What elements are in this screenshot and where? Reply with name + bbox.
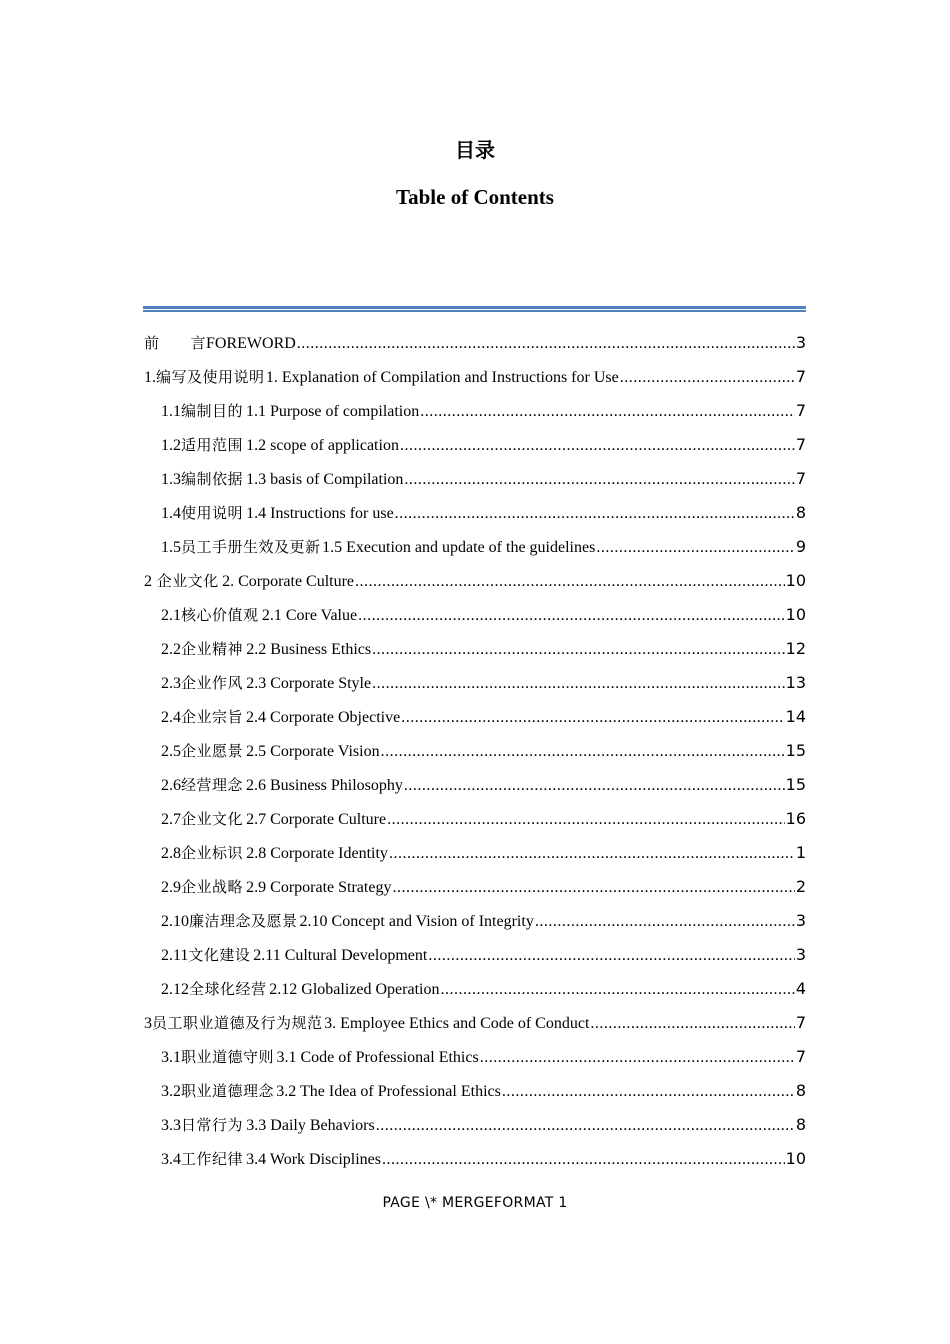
divider-rule <box>143 306 806 312</box>
toc-entry-chinese-title: 职业道德理念 <box>181 1082 275 1100</box>
toc-entry-number: 2.8 <box>161 845 181 862</box>
toc-entry-number: 3.4 <box>161 1151 181 1168</box>
toc-dot-leader <box>401 701 784 735</box>
toc-entry-number: 3.2 <box>161 1083 181 1100</box>
toc-entry[interactable] <box>144 734 806 768</box>
toc-dot-leader <box>355 565 785 599</box>
toc-entry[interactable] <box>144 768 806 802</box>
toc-entry-chinese-title: 企业文化 <box>181 810 244 828</box>
toc-entry-chinese-title: 工作纪律 <box>181 1150 244 1168</box>
toc-entry-english-title: 1.5 Execution and update of the guidelines <box>322 539 596 556</box>
toc-dot-leader <box>376 1109 795 1143</box>
toc-entry-english-title: FOREWORD <box>206 335 296 352</box>
toc-entry-page-number: 7 <box>795 367 806 386</box>
toc-entry-page-number: 3 <box>795 333 806 352</box>
toc-entry-number: 1.2 <box>161 437 181 454</box>
table-of-contents <box>144 326 806 1176</box>
toc-entry-chinese-title: 编制依据 <box>181 470 244 488</box>
toc-dot-leader <box>440 973 794 1007</box>
toc-entry[interactable] <box>144 394 806 428</box>
toc-entry-page-number: 3 <box>795 945 806 964</box>
toc-entry-chinese-title: 职业道德守则 <box>181 1048 275 1066</box>
toc-entry-chinese-title: 廉洁理念及愿景 <box>189 912 298 930</box>
toc-entry-page-number: 13 <box>785 673 806 692</box>
toc-dot-leader <box>404 463 794 497</box>
toc-entry-chinese-title: 全球化经营 <box>189 980 267 998</box>
toc-entry-chinese-title: 员工手册生效及更新 <box>181 538 321 556</box>
toc-dot-leader <box>381 735 785 769</box>
toc-entry-page-number: 15 <box>785 775 806 794</box>
toc-entry[interactable] <box>144 1074 806 1108</box>
toc-dot-leader <box>480 1041 795 1075</box>
toc-entry-chinese-title: 企业愿景 <box>181 742 244 760</box>
toc-entry[interactable] <box>144 326 806 360</box>
toc-entry-english-title: 3.3 Daily Behaviors <box>246 1117 375 1134</box>
toc-entry-english-title: 3.1 Code of Professional Ethics <box>276 1049 479 1066</box>
toc-entry-chinese-title: 适用范围 <box>181 436 244 454</box>
toc-entry-english-title: 1.3 basis of Compilation <box>246 471 404 488</box>
toc-entry[interactable] <box>144 870 806 904</box>
toc-entry-page-number: 1 <box>795 843 806 862</box>
toc-title-chinese: 目录 <box>455 138 495 162</box>
toc-entry-chinese-title: 经营理念 <box>181 776 244 794</box>
toc-dot-leader <box>387 803 785 837</box>
toc-entry-page-number: 10 <box>785 605 806 624</box>
toc-dot-leader <box>502 1075 795 1109</box>
toc-entry[interactable] <box>144 598 806 632</box>
toc-entry-number: 3.3 <box>161 1117 181 1134</box>
toc-entry-english-title: 1.2 scope of application <box>246 437 399 454</box>
toc-entry-english-title: 2.1 Core Value <box>261 607 358 624</box>
toc-entry[interactable] <box>144 1142 806 1176</box>
toc-entry[interactable] <box>144 836 806 870</box>
toc-dot-leader <box>392 871 794 905</box>
toc-entry-page-number: 2 <box>795 877 806 896</box>
toc-entry[interactable] <box>144 496 806 530</box>
toc-dot-leader <box>400 429 795 463</box>
toc-dot-leader <box>395 497 795 531</box>
toc-entry-page-number: 7 <box>795 1013 806 1032</box>
toc-dot-leader <box>590 1007 794 1041</box>
toc-entry[interactable] <box>144 1108 806 1142</box>
toc-entry[interactable] <box>144 1040 806 1074</box>
toc-entry-english-title: 1.4 Instructions for use <box>246 505 394 522</box>
toc-entry-english-title: 1.1 Purpose of compilation <box>245 403 420 420</box>
toc-dot-leader <box>372 667 785 701</box>
toc-entry-number: 2.9 <box>161 879 181 896</box>
toc-entry-page-number: 15 <box>785 741 806 760</box>
toc-entry-chinese-title: 企业宗旨 <box>181 708 244 726</box>
toc-entry-chinese-title: 企业标识 <box>181 844 244 862</box>
toc-dot-leader <box>382 1143 785 1177</box>
toc-entry-page-number: 14 <box>785 707 806 726</box>
toc-dot-leader <box>389 837 795 871</box>
toc-dot-leader <box>372 633 785 667</box>
toc-entry[interactable] <box>144 462 806 496</box>
toc-entry-english-title: 1. Explanation of Compilation and Instructions for Use <box>265 369 619 386</box>
toc-entry-page-number: 7 <box>795 469 806 488</box>
toc-entry-page-number: 8 <box>795 1115 806 1134</box>
toc-entry-chinese-title: 企业文化 <box>156 572 219 590</box>
toc-entry-number: 2.2 <box>161 641 181 658</box>
toc-entry-chinese-title: 企业作风 <box>181 674 244 692</box>
toc-entry-number: 前 言 <box>144 334 207 352</box>
toc-entry-page-number: 12 <box>785 639 806 658</box>
toc-entry-number: 2.10 <box>161 913 189 930</box>
toc-entry-page-number: 10 <box>785 1149 806 1168</box>
toc-entry[interactable] <box>144 360 806 394</box>
toc-entry-chinese-title: 员工职业道德及行为规范 <box>152 1014 323 1032</box>
toc-entry-english-title: 2.12 Globalized Operation <box>269 981 440 998</box>
toc-entry-number: 1.5 <box>161 539 181 556</box>
toc-dot-leader <box>420 395 795 429</box>
toc-entry-number: 2 <box>144 573 152 590</box>
toc-entry[interactable] <box>144 1006 806 1040</box>
toc-entry-english-title: 2.6 Business Philosophy <box>245 777 403 794</box>
toc-entry-page-number: 7 <box>795 1047 806 1066</box>
toc-entry[interactable] <box>144 972 806 1006</box>
toc-entry-page-number: 7 <box>795 435 806 454</box>
toc-entry-number: 3.1 <box>161 1049 181 1066</box>
toc-entry-page-number: 4 <box>795 979 806 998</box>
toc-entry-chinese-title: 文化建设 <box>188 946 251 964</box>
toc-dot-leader <box>620 361 795 395</box>
toc-entry-english-title: 2.2 Business Ethics <box>246 641 372 658</box>
toc-entry-page-number: 8 <box>795 1081 806 1100</box>
toc-entry[interactable] <box>144 632 806 666</box>
toc-entry-number: 1.4 <box>161 505 181 522</box>
toc-entry-number: 1. <box>144 369 156 386</box>
toc-entry-english-title: 2.5 Corporate Vision <box>246 743 380 760</box>
toc-entry-number: 2.6 <box>161 777 181 794</box>
toc-entry-page-number: 3 <box>795 911 806 930</box>
toc-dot-leader <box>404 769 785 803</box>
toc-entry-chinese-title: 企业精神 <box>181 640 244 658</box>
toc-entry-english-title: 2.8 Corporate Identity <box>246 845 388 862</box>
toc-entry-number: 1.3 <box>161 471 181 488</box>
toc-entry-chinese-title: 使用说明 <box>181 504 244 522</box>
toc-entry-page-number: 16 <box>785 809 806 828</box>
toc-entry-english-title: 3. Employee Ethics and Code of Conduct <box>324 1015 590 1032</box>
toc-entry[interactable] <box>144 428 806 462</box>
toc-entry-chinese-title: 核心价值观 <box>181 606 259 624</box>
toc-title-english: Table of Contents <box>396 185 554 209</box>
toc-entry[interactable] <box>144 700 806 734</box>
toc-entry-page-number: 7 <box>795 401 806 420</box>
toc-entry[interactable] <box>144 904 806 938</box>
toc-entry-english-title: 2. Corporate Culture <box>222 573 355 590</box>
toc-entry-page-number: 8 <box>795 503 806 522</box>
toc-entry-english-title: 2.4 Corporate Objective <box>246 709 401 726</box>
toc-dot-leader <box>428 939 794 973</box>
toc-entry-english-title: 3.4 Work Disciplines <box>246 1151 382 1168</box>
toc-entry-number: 2.7 <box>161 811 181 828</box>
toc-entry-page-number: 10 <box>785 571 807 590</box>
toc-dot-leader <box>535 905 795 939</box>
toc-entry[interactable] <box>144 530 806 564</box>
toc-entry[interactable] <box>144 802 806 836</box>
toc-entry-page-number: 9 <box>795 537 806 556</box>
toc-entry-chinese-title: 企业战略 <box>181 878 244 896</box>
toc-dot-leader <box>596 531 794 565</box>
toc-entry-english-title: 2.9 Corporate Strategy <box>246 879 392 896</box>
toc-entry-english-title: 2.10 Concept and Vision of Integrity <box>299 913 534 930</box>
toc-entry-english-title: 3.2 The Idea of Professional Ethics <box>276 1083 501 1100</box>
toc-entry-number: 2.5 <box>161 743 181 760</box>
toc-entry-number: 2.12 <box>161 981 189 998</box>
toc-entry-chinese-title: 编制目的 <box>181 402 244 420</box>
toc-entry-number: 2.1 <box>161 607 181 624</box>
toc-entry-number: 1.1 <box>161 403 181 420</box>
toc-entry-chinese-title: 编写及使用说明 <box>156 368 265 386</box>
toc-entry-english-title: 2.3 Corporate Style <box>246 675 372 692</box>
toc-entry-number: 3 <box>144 1015 152 1032</box>
toc-entry-chinese-title: 日常行为 <box>181 1116 244 1134</box>
toc-entry-number: 2.4 <box>161 709 181 726</box>
toc-dot-leader <box>297 327 795 361</box>
page-footer-field: PAGE \* MERGEFORMAT 1 <box>382 1195 568 1211</box>
toc-entry[interactable] <box>144 938 806 972</box>
toc-dot-leader <box>358 599 785 633</box>
toc-entry-english-title: 2.7 Corporate Culture <box>246 811 387 828</box>
toc-entry[interactable] <box>144 564 806 598</box>
toc-entry-english-title: 2.11 Cultural Development <box>253 947 428 964</box>
toc-entry-number: 2.3 <box>161 675 181 692</box>
toc-entry[interactable] <box>144 666 806 700</box>
toc-entry-number: 2.11 <box>161 947 189 964</box>
